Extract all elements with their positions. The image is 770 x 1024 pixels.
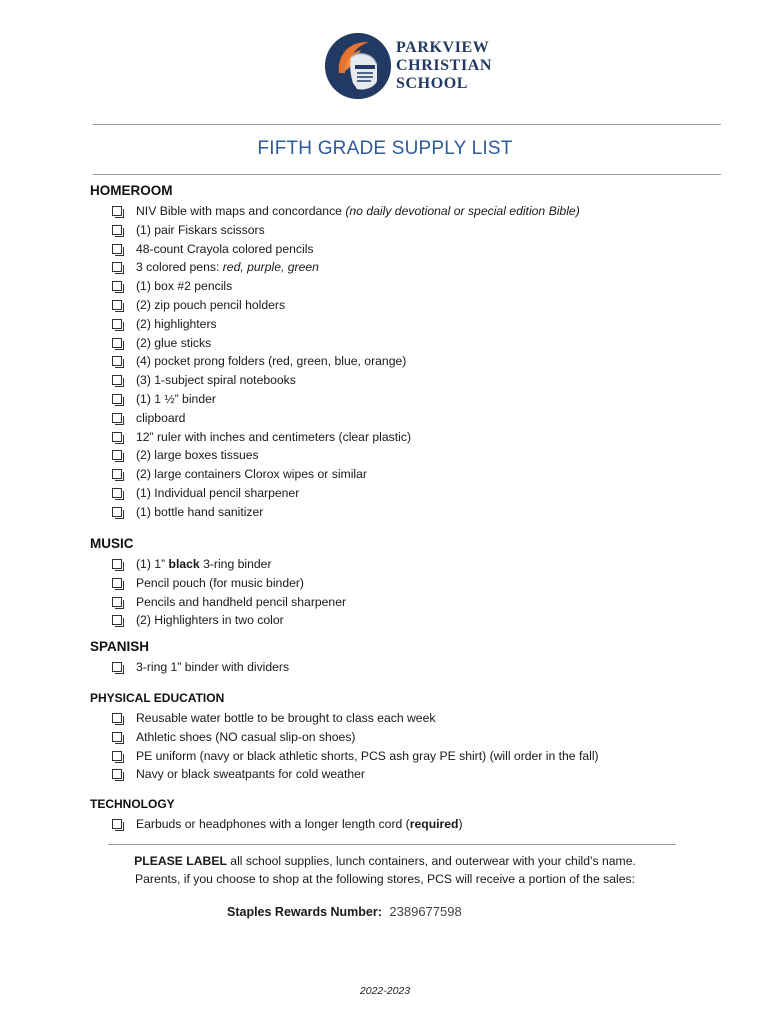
checkbox-icon[interactable] bbox=[112, 615, 122, 625]
homeroom-heading: HOMEROOM bbox=[90, 183, 173, 198]
pe-heading: PHYSICAL EDUCATION bbox=[90, 691, 225, 705]
checkbox-icon[interactable] bbox=[112, 488, 122, 498]
school-name-line-2: CHRISTIAN bbox=[396, 57, 493, 74]
list-item: (2) highlighters bbox=[112, 315, 690, 334]
checkbox-icon[interactable] bbox=[112, 732, 122, 742]
technology-list bbox=[90, 815, 690, 834]
list-item: (2) large containers Clorox wipes or similar bbox=[112, 465, 690, 484]
title-divider bbox=[93, 174, 721, 175]
music-heading: MUSIC bbox=[90, 536, 134, 551]
school-header bbox=[0, 30, 770, 102]
list-item: Athletic shoes (NO casual slip-on shoes) bbox=[112, 728, 690, 747]
checkbox-icon[interactable] bbox=[112, 578, 122, 588]
page-title: FIFTH GRADE SUPPLY LIST bbox=[257, 138, 513, 159]
school-name-line-3: SCHOOL bbox=[396, 75, 469, 92]
checkbox-icon[interactable] bbox=[112, 559, 122, 569]
music-list bbox=[90, 555, 690, 630]
list-item: Reusable water bottle to be brought to class each week bbox=[112, 709, 690, 728]
spanish-section bbox=[90, 639, 690, 677]
staples-number: 2389677598 bbox=[389, 904, 462, 919]
list-item: (2) zip pouch pencil holders bbox=[112, 296, 690, 315]
checkbox-icon[interactable] bbox=[112, 394, 122, 404]
list-item: Navy or black sweatpants for cold weather bbox=[112, 765, 690, 784]
list-item: 48-count Crayola colored pencils bbox=[112, 240, 690, 259]
school-name-line-1: PARKVIEW bbox=[396, 39, 490, 56]
list-item: 3 colored pens: red, purple, green bbox=[112, 258, 690, 277]
knight-helmet-logo-icon bbox=[325, 33, 391, 99]
checkbox-icon[interactable] bbox=[112, 713, 122, 723]
checkbox-icon[interactable] bbox=[112, 244, 122, 254]
list-item: (1) box #2 pencils bbox=[112, 277, 690, 296]
technology-section bbox=[90, 796, 690, 834]
list-item: Earbuds or headphones with a longer length cord (required) bbox=[112, 815, 690, 834]
checkbox-icon[interactable] bbox=[112, 450, 122, 460]
checkbox-icon[interactable] bbox=[112, 507, 122, 517]
checkbox-icon[interactable] bbox=[112, 356, 122, 366]
music-section bbox=[90, 536, 690, 630]
checkbox-icon[interactable] bbox=[112, 751, 122, 761]
spanish-heading: SPANISH bbox=[90, 639, 150, 654]
list-item: (1) Individual pencil sharpener bbox=[112, 484, 690, 503]
staples-rewards bbox=[227, 904, 462, 919]
checkbox-icon[interactable] bbox=[112, 319, 122, 329]
top-divider bbox=[93, 124, 721, 125]
spanish-list bbox=[90, 658, 690, 677]
checkbox-icon[interactable] bbox=[112, 469, 122, 479]
footer-divider bbox=[108, 844, 676, 845]
checkbox-icon[interactable] bbox=[112, 769, 122, 779]
checkbox-icon[interactable] bbox=[112, 413, 122, 423]
school-name bbox=[396, 39, 492, 93]
checkbox-icon[interactable] bbox=[112, 375, 122, 385]
school-year: 2022-2023 bbox=[359, 985, 411, 997]
list-item: (2) glue sticks bbox=[112, 334, 690, 353]
checkbox-icon[interactable] bbox=[112, 338, 122, 348]
list-item: (2) large boxes tissues bbox=[112, 446, 690, 465]
checkbox-icon[interactable] bbox=[112, 206, 122, 216]
checkbox-icon[interactable] bbox=[112, 281, 122, 291]
pe-section bbox=[90, 690, 690, 784]
checkbox-icon[interactable] bbox=[112, 597, 122, 607]
list-item: 12” ruler with inches and centimeters (clear plastic) bbox=[112, 428, 690, 447]
checkbox-icon[interactable] bbox=[112, 225, 122, 235]
staples-label: Staples Rewards Number: bbox=[227, 905, 382, 919]
label-notice: PLEASE LABEL all school supplies, lunch containers, and outerwear with your child’s name. bbox=[134, 854, 636, 868]
list-item: (3) 1-subject spiral notebooks bbox=[112, 371, 690, 390]
homeroom-list bbox=[90, 202, 690, 522]
list-item: 3-ring 1” binder with dividers bbox=[112, 658, 690, 677]
list-item: (1) bottle hand sanitizer bbox=[112, 503, 690, 522]
list-item: Pencil pouch (for music binder) bbox=[112, 574, 690, 593]
checkbox-icon[interactable] bbox=[112, 262, 122, 272]
list-item: (1) 1” black 3-ring binder bbox=[112, 555, 690, 574]
list-item: (1) 1 ½” binder bbox=[112, 390, 690, 409]
list-item: (2) Highlighters in two color bbox=[112, 611, 690, 630]
list-item: (1) pair Fiskars scissors bbox=[112, 221, 690, 240]
parents-notice: Parents, if you choose to shop at the following stores, PCS will receive a portion of the sales: bbox=[135, 872, 635, 886]
list-item: NIV Bible with maps and concordance (no daily devotional or special edition Bible) bbox=[112, 202, 690, 221]
technology-heading: TECHNOLOGY bbox=[90, 797, 175, 811]
pe-list bbox=[90, 709, 690, 784]
checkbox-icon[interactable] bbox=[112, 819, 122, 829]
list-item: (4) pocket prong folders (red, green, blue, orange) bbox=[112, 352, 690, 371]
checkbox-icon[interactable] bbox=[112, 300, 122, 310]
homeroom-section bbox=[90, 183, 690, 522]
list-item: Pencils and handheld pencil sharpener bbox=[112, 593, 690, 612]
checkbox-icon[interactable] bbox=[112, 432, 122, 442]
list-item: clipboard bbox=[112, 409, 690, 428]
checkbox-icon[interactable] bbox=[112, 662, 122, 672]
list-item: PE uniform (navy or black athletic shorts, PCS ash gray PE shirt) (will order in the fall) bbox=[112, 747, 690, 766]
